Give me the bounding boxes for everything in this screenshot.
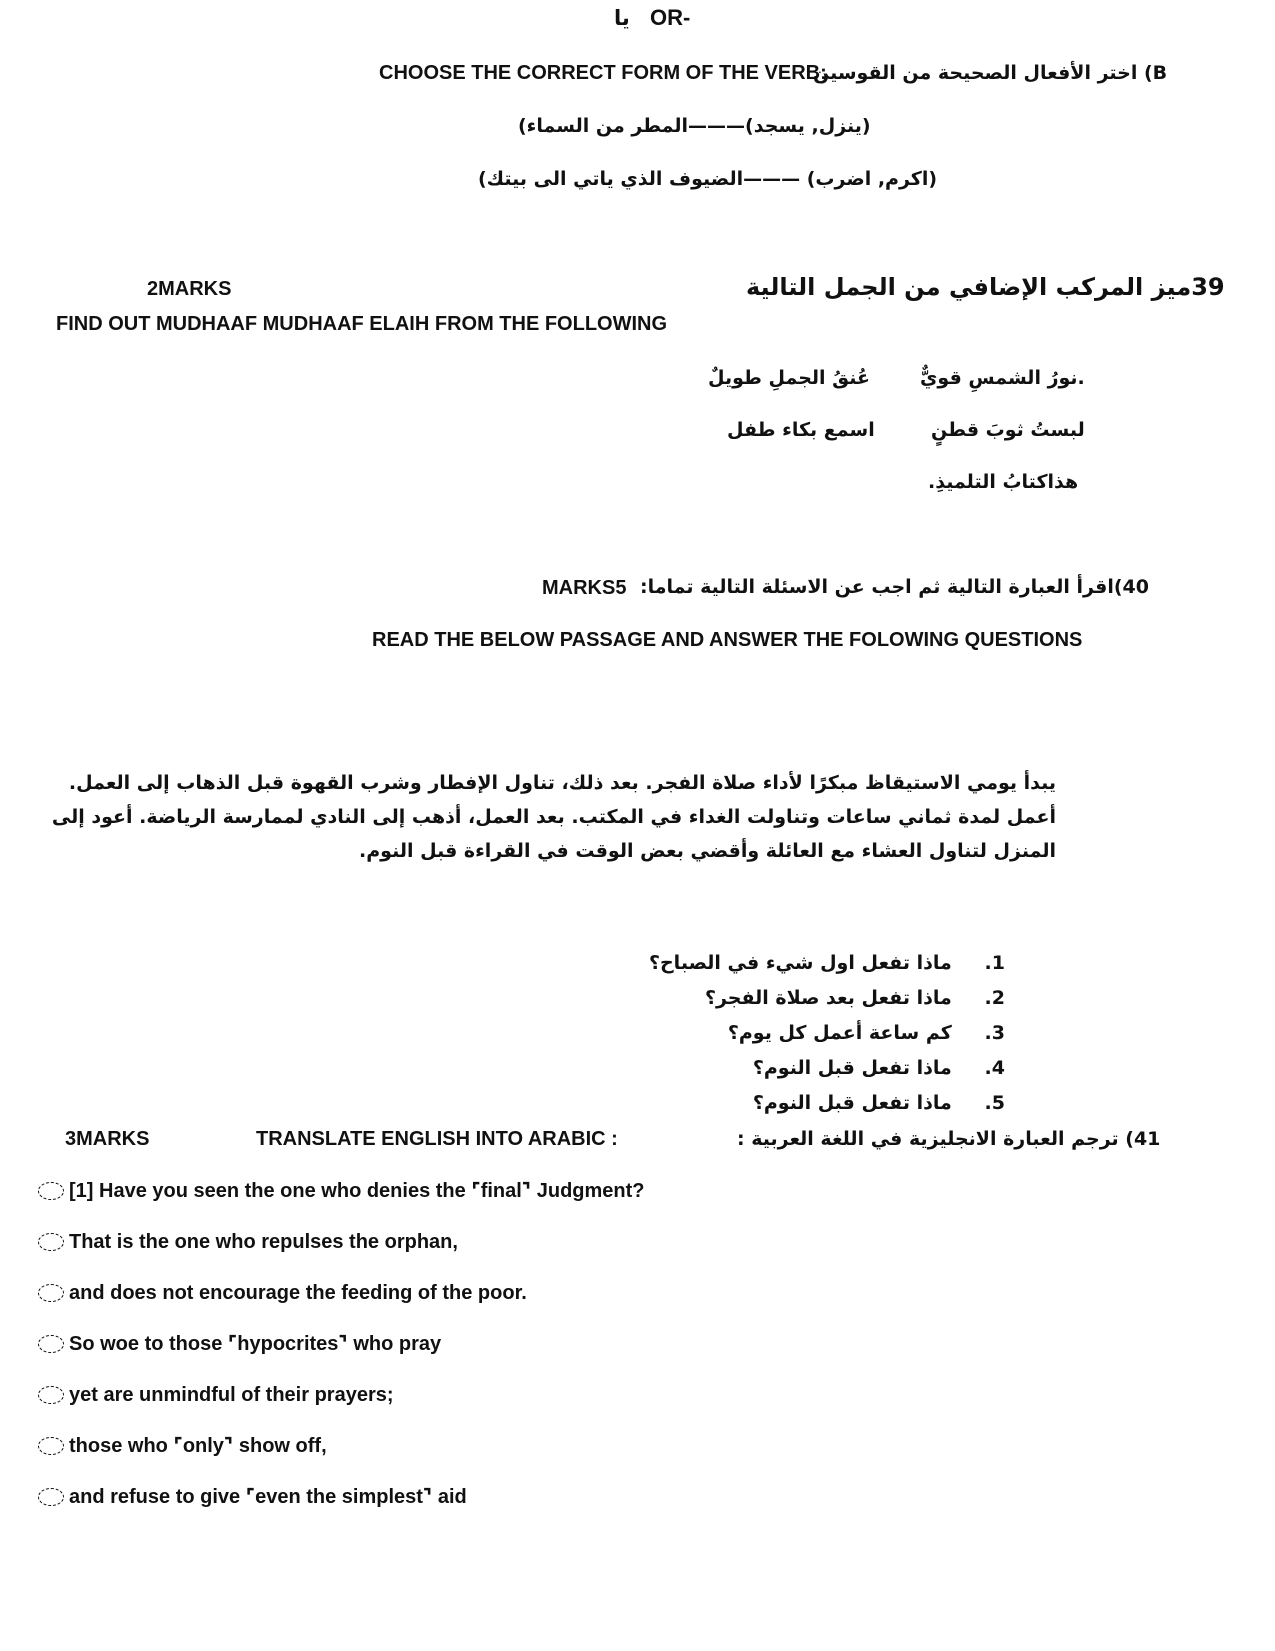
question-item bbox=[605, 1016, 1005, 1051]
question-text: كم ساعة أعمل كل يوم؟ bbox=[727, 1022, 952, 1044]
verse-line bbox=[38, 1329, 441, 1359]
q40-title-ar: 40)اقرأ العبارة التالية ثم اجب عن الاسئلة التالية تماما: bbox=[640, 576, 1149, 598]
question-text: ماذا تفعل قبل النوم؟ bbox=[752, 1057, 952, 1079]
q39-item-5: هذاكتابُ التلميذِ. bbox=[928, 471, 1079, 493]
q41-title-en: TRANSLATE ENGLISH INTO ARABIC : bbox=[256, 1128, 618, 1150]
verse-text: So woe to those ⌜hypocrites⌝ who pray bbox=[69, 1333, 442, 1355]
q41-title-ar: 41) ترجم العبارة الانجليزية في اللغة العربية : bbox=[737, 1128, 1161, 1150]
verse-line bbox=[38, 1278, 527, 1308]
or-label-arabic: يا bbox=[614, 6, 630, 30]
verse-text: [1] Have you seen the one who denies the ⌜final⌝ Judgment? bbox=[69, 1180, 645, 1202]
question-number: 4. bbox=[984, 1057, 1005, 1079]
question-item bbox=[605, 981, 1005, 1016]
question-number: 1. bbox=[984, 952, 1005, 974]
verse-text: That is the one who repulses the orphan, bbox=[69, 1231, 458, 1253]
question-item bbox=[605, 946, 1005, 981]
verse-line bbox=[38, 1380, 394, 1410]
q39-item-3: لبستُ ثوبَ قطنٍ bbox=[931, 419, 1085, 441]
section-b-instruction-ar: B) اختر الأفعال الصحيحة من القوسين bbox=[813, 62, 1168, 84]
q39-title-ar: 39ميز المركب الإضافي من الجمل التالية bbox=[746, 273, 1225, 301]
verse-line bbox=[38, 1482, 467, 1512]
q39-title-en: FIND OUT MUDHAAF MUDHAAF ELAIH FROM THE FOLLOWING bbox=[56, 313, 668, 335]
verse-marker-icon bbox=[38, 1386, 64, 1404]
q40-question-list bbox=[605, 946, 1005, 1121]
verse-text: those who ⌜only⌝ show off, bbox=[69, 1435, 327, 1457]
question-item bbox=[605, 1051, 1005, 1086]
q40-title-en: READ THE BELOW PASSAGE AND ANSWER THE FOLOWING QUESTIONS bbox=[372, 629, 1083, 651]
verse-text: and does not encourage the feeding of the poor. bbox=[69, 1282, 527, 1304]
question-item bbox=[605, 1086, 1005, 1121]
q40-passage: يبدأ يومي الاستيقاظ مبكرًا لأداء صلاة الفجر. بعد ذلك، تناول الإفطار وشرب القهوة قبل الذهاب إلى العمل. أعمل لمدة ثماني ساعات وتناولت الغداء في المكتب. بعد العمل، أذهب إلى النادي لممارسة الرياضة. أعود إلى المنزل لتناول العشاء مع العائلة وأقضي بعض الوقت في القراءة قبل النوم. bbox=[51, 772, 1056, 862]
verse-marker-icon bbox=[38, 1182, 64, 1200]
verse-text: and refuse to give ⌜even the simplest⌝ aid bbox=[69, 1486, 467, 1508]
q39-item-2: عُنقُ الجملِ طويلٌ bbox=[708, 367, 871, 389]
q39-item-4: اسمع بكاء طفل bbox=[727, 419, 875, 441]
question-text: ماذا تفعل بعد صلاة الفجر؟ bbox=[704, 987, 952, 1009]
verse-marker-icon bbox=[38, 1335, 64, 1353]
question-number: 3. bbox=[984, 1022, 1005, 1044]
question-number: 5. bbox=[984, 1092, 1005, 1114]
verse-marker-icon bbox=[38, 1437, 64, 1455]
q39-item-1: .نورُ الشمسِ قويٌّ bbox=[920, 367, 1085, 389]
question-number: 2. bbox=[984, 987, 1005, 1009]
q40-marks: MARKS5 bbox=[542, 577, 627, 599]
verse-line bbox=[38, 1431, 327, 1461]
section-b-line-2: (اكرم, اضرب) ———الضيوف الذي ياتي الى بيتك) bbox=[478, 168, 938, 190]
section-b-instruction-en: CHOOSE THE CORRECT FORM OF THE VERB: bbox=[379, 62, 827, 84]
q41-marks: 3MARKS bbox=[65, 1128, 150, 1150]
verse-marker-icon bbox=[38, 1233, 64, 1251]
verse-line bbox=[38, 1176, 645, 1206]
verse-marker-icon bbox=[38, 1488, 64, 1506]
question-text: ماذا تفعل قبل النوم؟ bbox=[752, 1092, 952, 1114]
section-b-line-1: (ينزل, يسجد)———المطر من السماء) bbox=[518, 115, 871, 137]
verse-text: yet are unmindful of their prayers; bbox=[69, 1384, 394, 1406]
q39-marks: 2MARKS bbox=[147, 278, 232, 300]
verse-marker-icon bbox=[38, 1284, 64, 1302]
question-text: ماذا تفعل اول شيء في الصباح؟ bbox=[648, 952, 952, 974]
verse-line bbox=[38, 1227, 458, 1257]
or-label: OR- bbox=[650, 5, 691, 30]
